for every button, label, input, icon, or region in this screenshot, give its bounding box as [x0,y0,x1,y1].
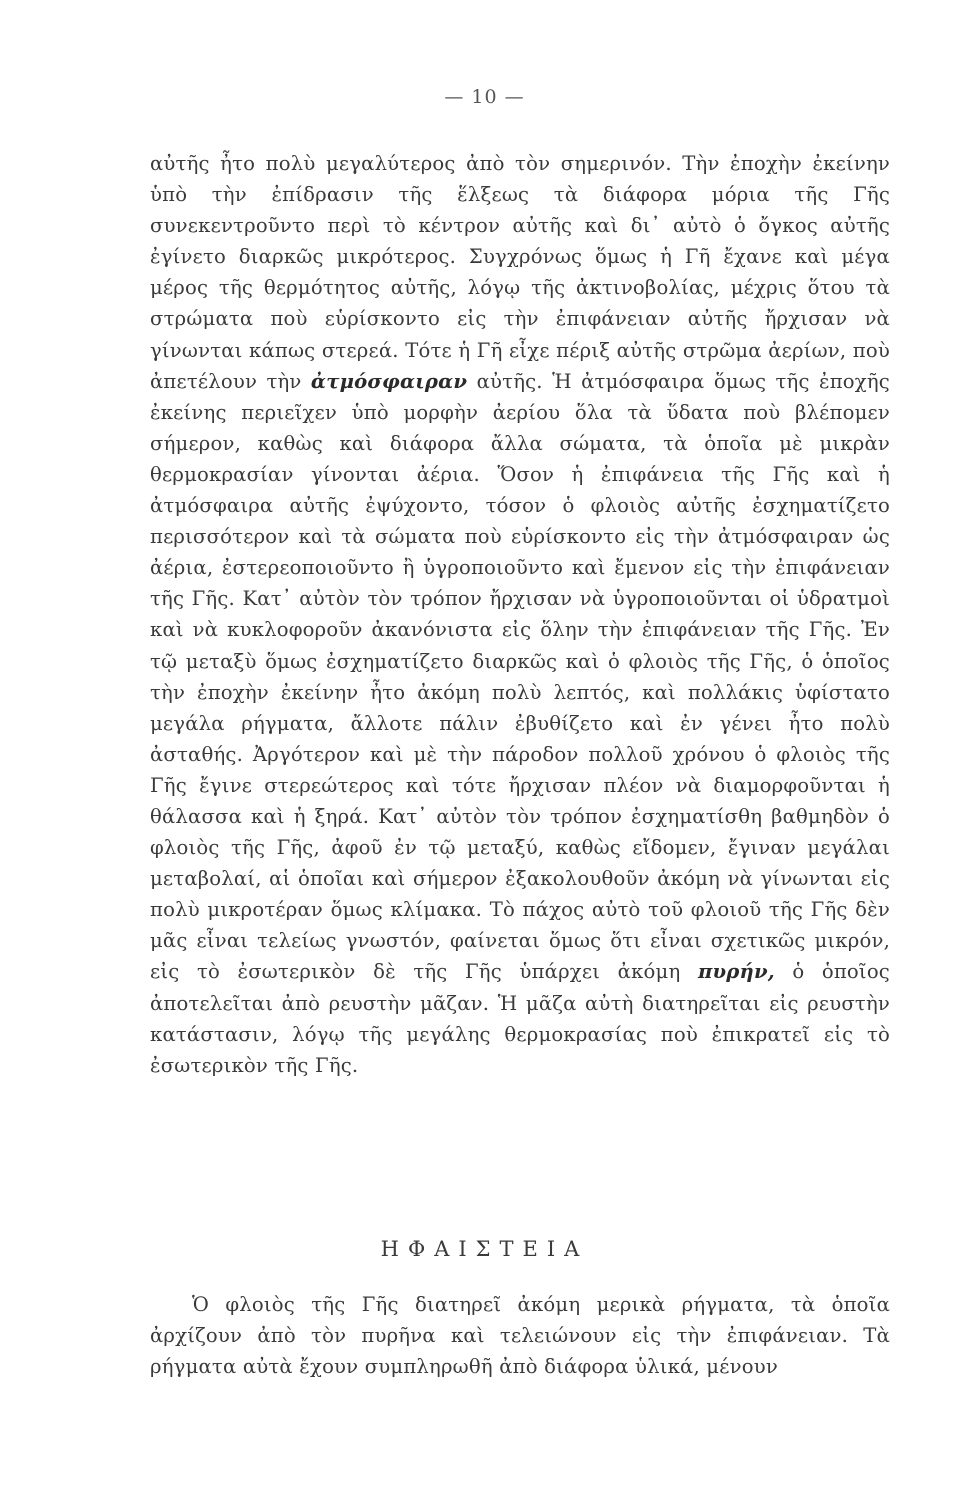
emphasized-term-core: πυρήν, [697,960,775,984]
main-paragraph [150,148,890,1081]
page-number: — 10 — [444,86,525,108]
section-paragraph [150,1289,890,1382]
paragraph-part-2: αὐτῆς. Ἡ ἀτμόσφαιρα ὅμως τῆς ἐποχῆς ἐκείνης περιεῖχεν ὑπὸ μορφὴν ἀερίου ὅλα τὰ ὕδατα ποὺ βλέπομεν σήμερον, καθὼς καὶ διάφορα ἄλλα σώματα, τὰ ὁποῖα μὲ μικρὰν θερμοκρασίαν γίνονται ἀέρια. Ὅσον ἡ ἐπιφάνεια τῆς Γῆς καὶ ἡ ἀτμόσφαιρα αὐτῆς ἐψύχοντο, τόσον ὁ φλοιὸς αὐτῆς ἐσχηματίζετο περισσότερον καὶ τὰ σώματα ποὺ εὑρίσκοντο εἰς τὴν ἀτμόσφαιραν ὡς ἀέρια, ἐστερεοποιοῦντο ἢ ὑγροποιοῦντο καὶ ἔμενον εἰς τὴν ἐπιφάνειαν τῆς Γῆς. Κατ᾿ αὐτὸν τὸν τρόπον ἤρχισαν νὰ ὑγροποιοῦνται οἱ ὑδρατμοὶ καὶ νὰ κυκλοφοροῦν ἀκανόνιστα εἰς ὅλην τὴν ἐπιφάνειαν τῆς Γῆς. Ἐν τῷ μεταξὺ ὅμως ἐσχηματίζετο διαρκῶς καὶ ὁ φλοιὸς τῆς Γῆς, ὁ ὁποῖος τὴν ἐποχὴν ἐκείνην ἦτο ἀκόμη πολὺ λεπτός, καὶ πολλάκις ὑφίστατο μεγάλα ρήγματα, ἄλλοτε πάλιν ἐβυθίζετο καὶ ἐν γένει ἦτο πολὺ ἀσταθής. Ἀργότερον καὶ μὲ τὴν πάροδον πολλοῦ χρόνου ὁ φλοιὸς τῆς Γῆς ἔγινε στερεώτερος καὶ τότε ἤρχισαν πλέον νὰ διαμορφοῦνται ἡ θάλασσα καὶ ἡ ξηρά. Κατ᾿ αὐτὸν τὸν τρόπον ἐσχηματίσθη βαθμηδὸν ὁ φλοιὸς τῆς Γῆς, ἀφοῦ ἐν τῷ μεταξύ, καθὼς εἴδομεν, ἔγιναν μεγάλαι μεταβολαί, αἱ ὁποῖαι καὶ σήμερον ἐξακολουθοῦν ἀκόμη νὰ γίνωνται εἰς πολὺ μικροτέραν ὅμως κλίμακα. Τὸ πάχος αὐτὸ τοῦ φλοιοῦ τῆς Γῆς δὲν μᾶς εἶναι τελείως γνωστόν, φαίνεται ὅμως ὅτι εἶναι σχετικῶς μικρόν, εἰς τὸ ἐσωτερικὸν δὲ τῆς Γῆς ὑπάρχει ἀκόμη [150,369,890,984]
section-paragraph-text: Ὁ φλοιὸς τῆς Γῆς διατηρεῖ ἀκόμη μερικὰ ρήγματα, τὰ ὁποῖα ἀρχίζουν ἀπὸ τὸν πυρῆνα καὶ τελειώνουν εἰς τὴν ἐπιφάνειαν. Τὰ ρήγματα αὐτὰ ἔχουν συμπληρωθῆ ἀπὸ διάφορα ὑλικά, μένουν [150,1293,890,1378]
paragraph-text [150,148,890,1081]
paragraph-part-1: αὐτῆς ἦτο πολὺ μεγαλύτερος ἀπὸ τὸν σημερινόν. Τὴν ἐποχὴν ἐκείνην ὑπὸ τὴν ἐπίδρασιν τῆς ἕλξεως τὰ διάφορα μόρια τῆς Γῆς συνεκεντροῦντο περὶ τὸ κέντρον αὐτῆς καὶ δι᾿ αὐτὸ ὁ ὄγκος αὐτῆς ἐγίνετο διαρκῶς μικρότερος. Συγχρόνως ὅμως ἡ Γῆ ἔχανε καὶ μέγα μέρος τῆς θερμότητος αὐτῆς, λόγῳ τῆς ἀκτινοβολίας, μέχρις ὅτου τὰ στρώματα ποὺ εὑρίσκοντο εἰς τὴν ἐπιφάνειαν αὐτῆς ἤρχισαν νὰ γίνωνται κάπως στερεά. Τότε ἡ Γῆ εἶχε πέριξ αὐτῆς στρῶμα ἀερίων, ποὺ ἀπετέλουν τὴν [150,152,890,393]
section-heading: ΗΦΑΙΣΤΕΙΑ [380,1237,589,1261]
emphasized-term-atmosphere: ἀτμόσφαιραν [310,369,468,393]
paragraph-part-3: ὁ ὁποῖος ἀποτελεῖται ἀπὸ ρευστὴν μᾶζαν. Ἡ μᾶζα αὐτὴ διατηρεῖται εἰς ρευστὴν κατάστασιν, λόγῳ τῆς μεγάλης θερμοκρασίας ποὺ ἐπικρατεῖ εἰς τὸ ἐσωτερικὸν τῆς Γῆς. [150,960,890,1077]
